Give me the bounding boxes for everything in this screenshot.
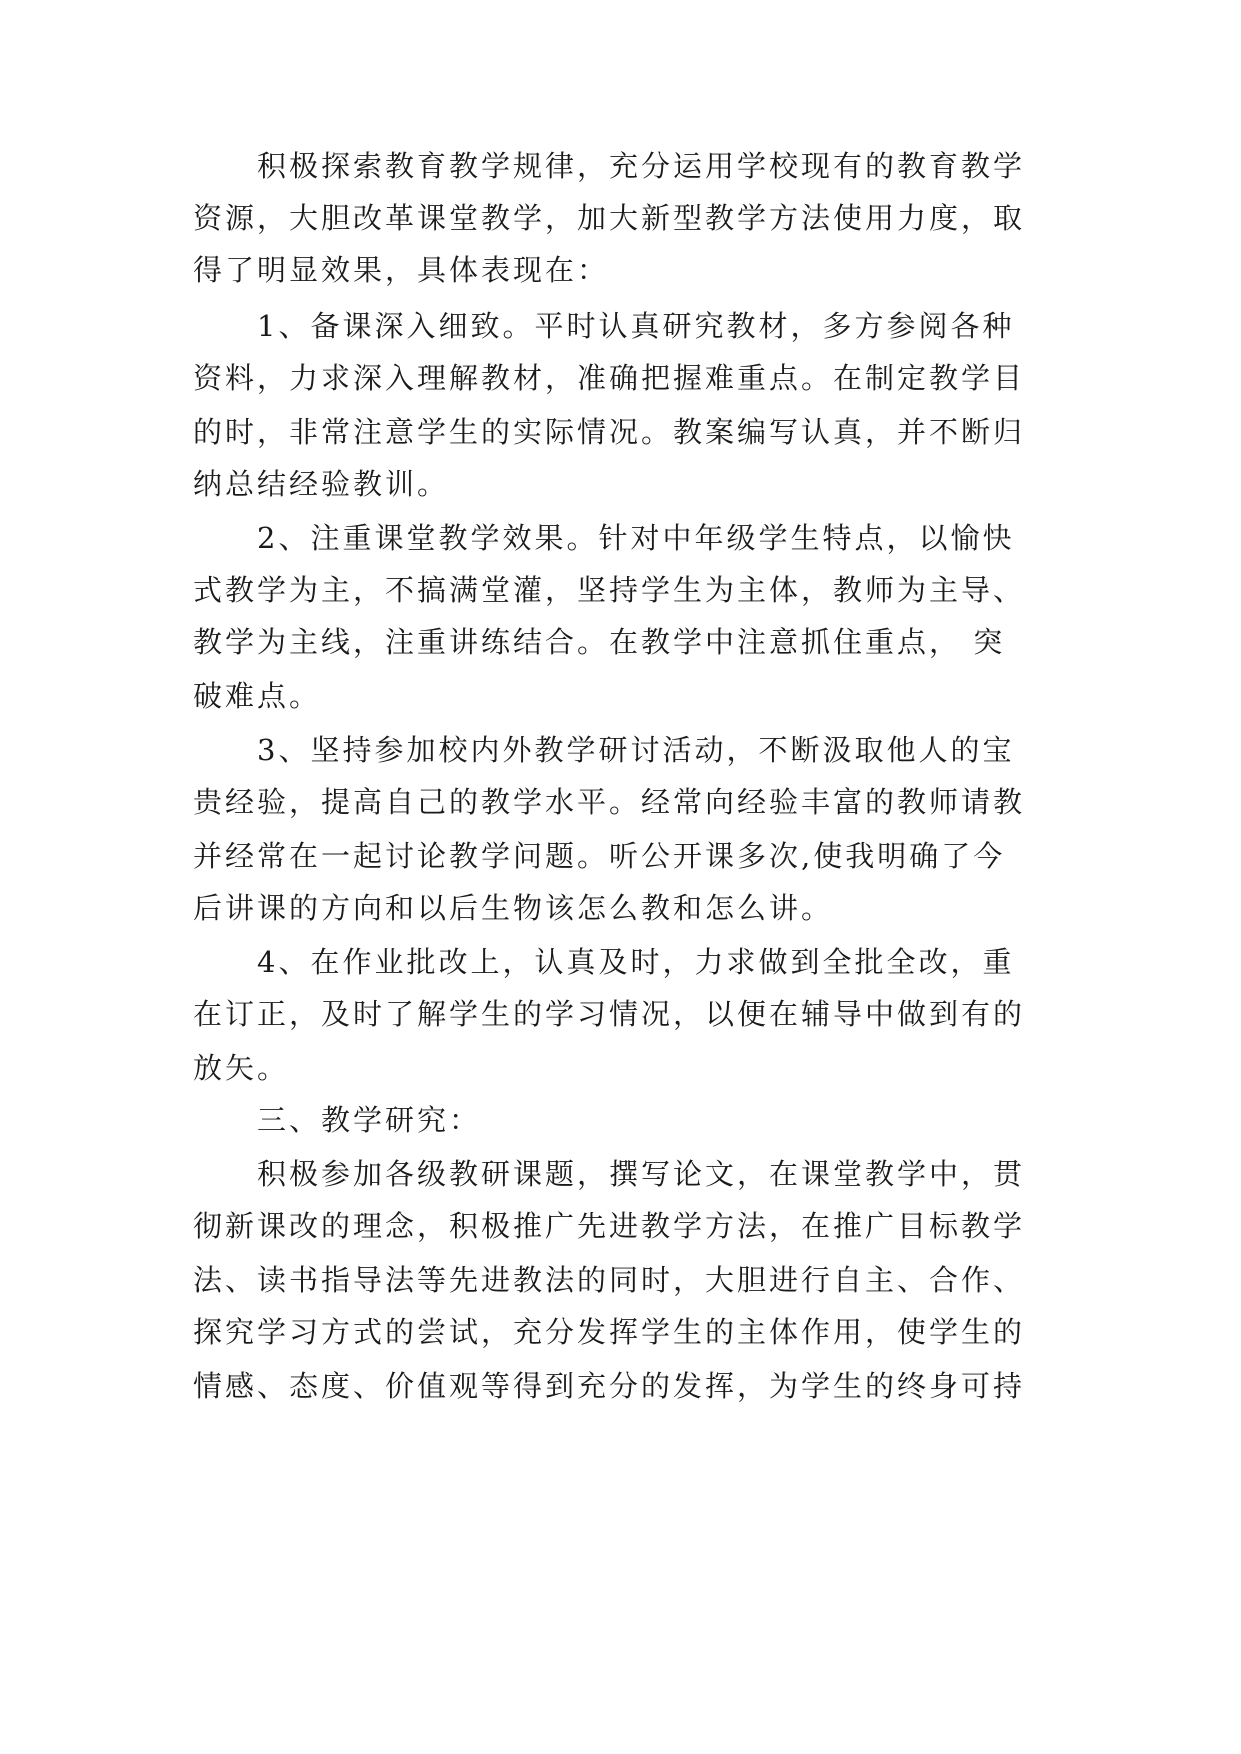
text-line: 情感、态度、价值观等得到充分的发挥，为学生的终身可持 — [193, 1369, 1026, 1403]
text-line: 法、读书指导法等先进教法的同时，大胆进行自主、合作、 — [193, 1263, 1026, 1297]
text-line: 4、在作业批改上，认真及时，力求做到全批全改，重 — [257, 945, 1015, 979]
text-line: 积极参加各级教研课题，撰写论文，在课堂教学中，贯 — [257, 1157, 1026, 1191]
text-line: 教学为主线，注重讲练结合。在教学中注意抓住重点， 突 — [193, 625, 1006, 659]
text-line: 在订正，及时了解学生的学习情况，以便在辅导中做到有的 — [193, 997, 1026, 1031]
text-line: 的时，非常注意学生的实际情况。教案编写认真，并不断归 — [193, 415, 1026, 449]
text-line: 积极探索教育教学规律，充分运用学校现有的教育教学 — [257, 149, 1026, 183]
text-line: 贵经验，提高自己的教学水平。经常向经验丰富的教师请教 — [193, 785, 1026, 819]
text-line: 纳总结经验教训。 — [193, 467, 450, 501]
text-line: 1、备课深入细致。平时认真研究教材，多方参阅各种 — [257, 309, 1015, 343]
text-line: 3、坚持参加校内外教学研讨活动，不断汲取他人的宝 — [257, 733, 1015, 767]
text-line: 式教学为主，不搞满堂灌，坚持学生为主体，教师为主导、 — [193, 573, 1026, 607]
text-line: 后讲课的方向和以后生物该怎么教和怎么讲。 — [193, 891, 834, 925]
text-line: 得了明显效果，具体表现在： — [193, 253, 610, 287]
text-line: 资料，力求深入理解教材，准确把握难重点。在制定教学目 — [193, 361, 1026, 395]
text-line: 放矢。 — [193, 1051, 290, 1085]
text-line: 2、注重课堂教学效果。针对中年级学生特点，以愉快 — [257, 521, 1015, 555]
text-line: 探究学习方式的尝试，充分发挥学生的主体作用，使学生的 — [193, 1315, 1026, 1349]
section-heading: 三、教学研究： — [257, 1103, 482, 1137]
text-line: 并经常在一起讨论教学问题。听公开课多次,使我明确了今 — [193, 839, 1006, 873]
text-line: 破难点。 — [193, 679, 322, 713]
text-line: 资源，大胆改革课堂教学，加大新型教学方法使用力度，取 — [193, 201, 1026, 235]
text-line: 彻新课改的理念，积极推广先进教学方法，在推广目标教学 — [193, 1209, 1026, 1243]
